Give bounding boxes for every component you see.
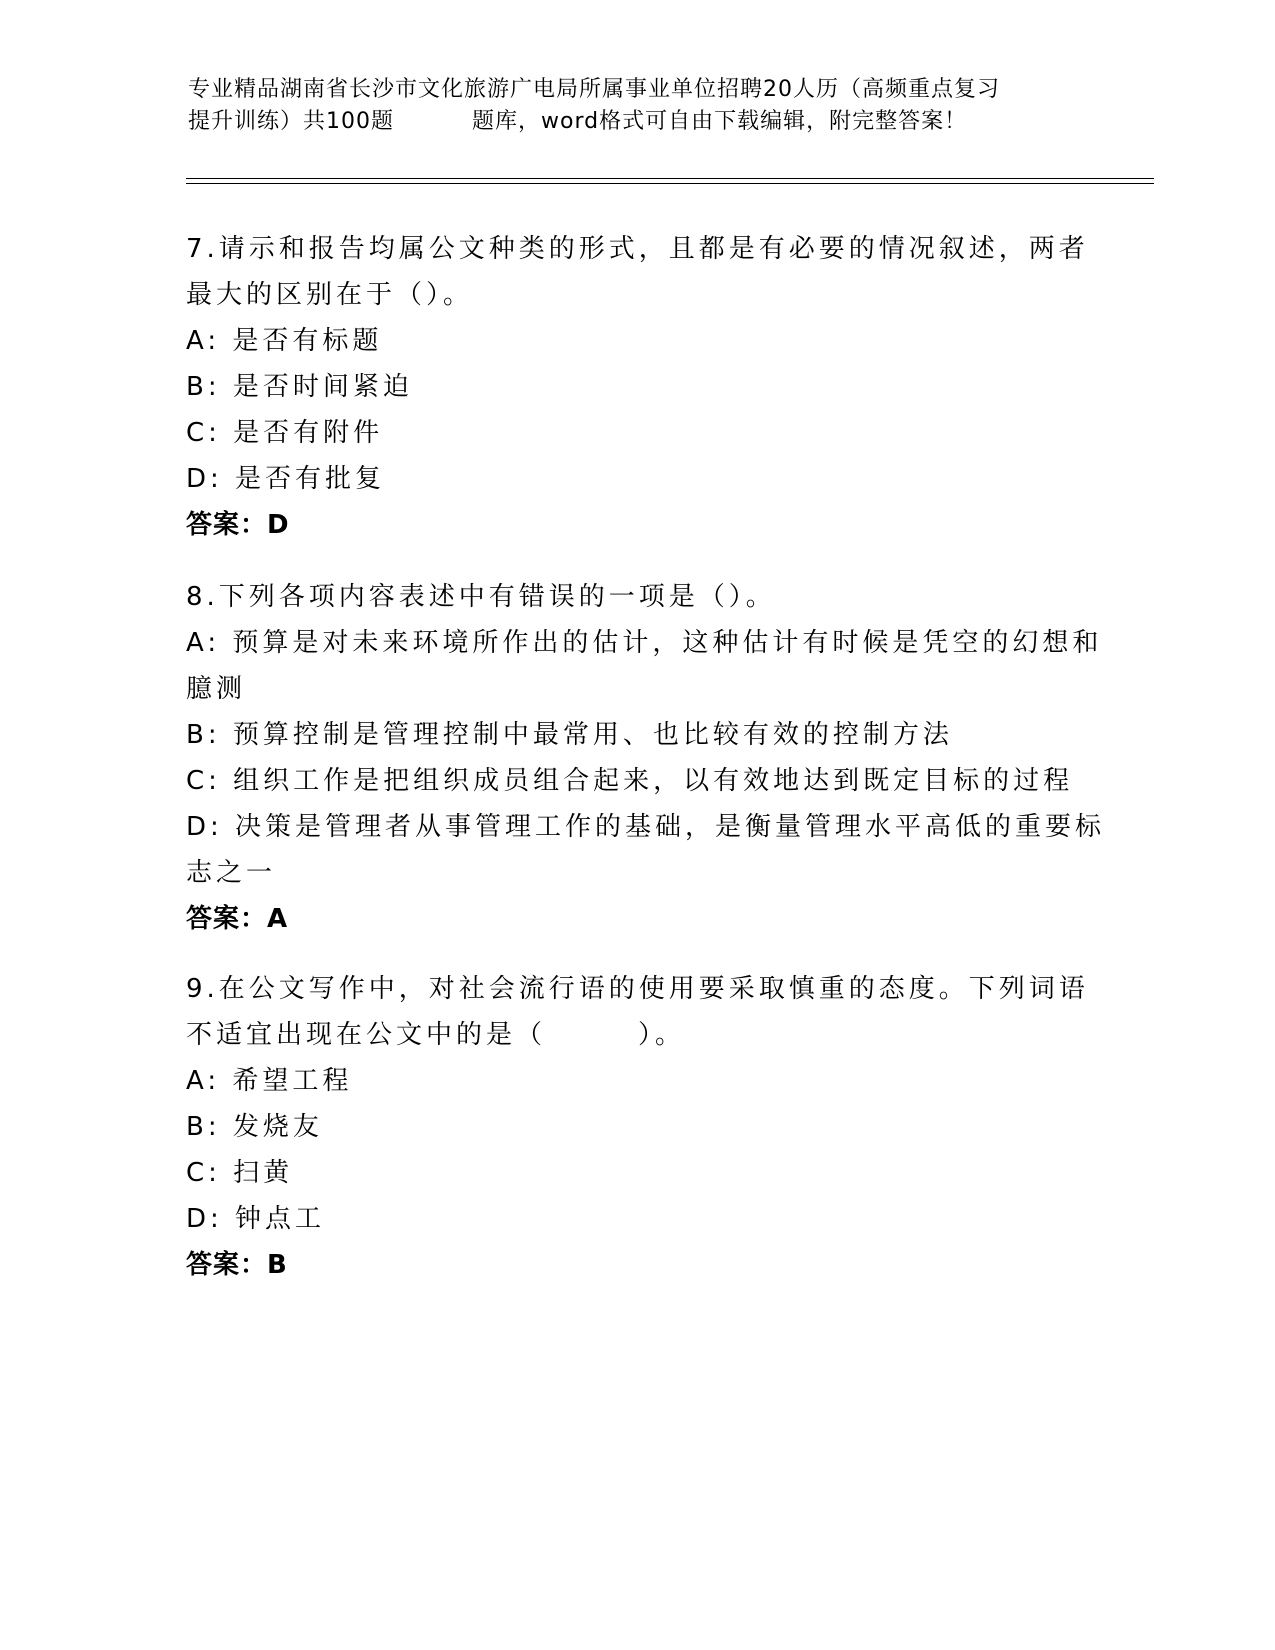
option-d-continued: 志之一 (186, 858, 277, 888)
header-title-line-1: 专业精品湖南省长沙市文化旅游广电局所属事业单位招聘20人历（高频重点复习 (188, 77, 1000, 102)
question-7 (186, 226, 1089, 548)
option-a-continued: 臆测 (186, 674, 247, 704)
question-stem-line (186, 1012, 1076, 1058)
document-header (188, 74, 1068, 138)
option-b: B: 是否时间紧迫 (186, 372, 413, 402)
question-stem-line: 8.下列各项内容表述中有错误的一项是（）。 (186, 582, 776, 612)
option-d: D: 是否有批复 (186, 464, 386, 494)
header-divider-top (186, 178, 1154, 179)
option-b: B: 发烧友 (186, 1112, 323, 1142)
question-8 (186, 574, 1106, 942)
option-c: C: 是否有附件 (186, 418, 384, 448)
option-a: A: 预算是对未来环境所作出的估计，这种估计有时候是凭空的幻想和 (186, 628, 1103, 658)
option-c: C: 组织工作是把组织成员组合起来，以有效地达到既定目标的过程 (186, 766, 1074, 796)
question-stem-line: 最大的区别在于（）。 (186, 280, 474, 310)
question-stem-line: 9.在公文写作中，对社会流行语的使用要采取慎重的态度。下列词语 (186, 974, 1089, 1004)
answer-label: 答案：A (186, 904, 289, 934)
header-title-line-2-right: 题库，word格式可自由下载编辑，附完整答案！ (472, 109, 968, 134)
question-stem-part: ）。 (638, 1020, 686, 1050)
answer-label: 答案：D (186, 510, 290, 540)
header-title-line-2-left: 提升训练）共100题 (188, 109, 394, 134)
option-a: A: 是否有标题 (186, 326, 383, 356)
header-divider-bottom (186, 183, 1154, 184)
option-b: B: 预算控制是管理控制中最常用、也比较有效的控制方法 (186, 720, 953, 750)
option-d: D: 决策是管理者从事管理工作的基础，是衡量管理水平高低的重要标 (186, 812, 1106, 842)
option-a: A: 希望工程 (186, 1066, 353, 1096)
option-c: C: 扫黄 (186, 1158, 294, 1188)
header-title-line-2 (188, 106, 1068, 138)
question-stem-line: 7.请示和报告均属公文种类的形式，且都是有必要的情况叙述，两者 (186, 234, 1089, 264)
answer-label: 答案：B (186, 1250, 288, 1280)
question-9 (186, 966, 1089, 1288)
question-stem-part: 不适宜出现在公文中的是（ (186, 1020, 547, 1050)
option-d: D: 钟点工 (186, 1204, 326, 1234)
